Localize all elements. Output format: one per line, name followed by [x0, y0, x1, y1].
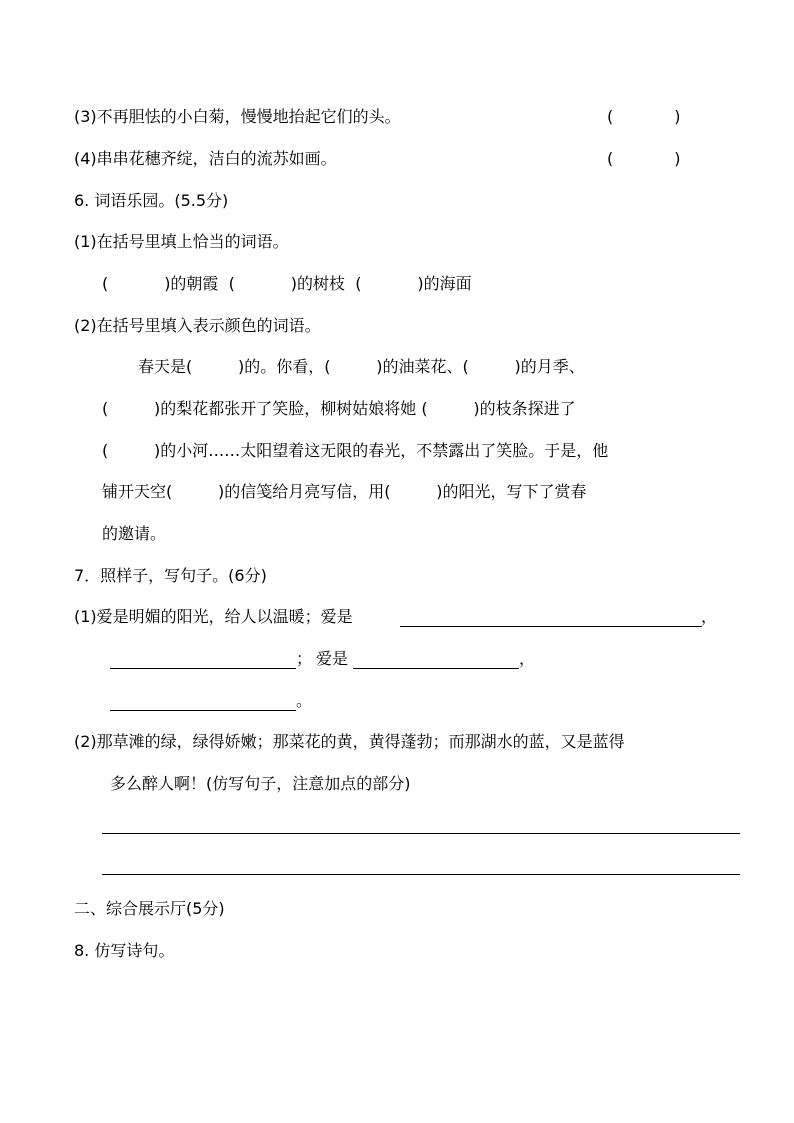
q7-part1-blank-1[interactable] [400, 626, 702, 627]
q7-part1-comma-1: ， [701, 607, 718, 626]
q5-item-3-answer-paren[interactable]: ( ) [607, 107, 681, 126]
q7-part1-blank-4[interactable] [110, 710, 296, 711]
q8-title: 8. 仿写诗句。 [74, 941, 175, 960]
q7-part2-answer-line-1[interactable] [102, 833, 740, 834]
q6-passage-line-4[interactable]: 铺开天空( )的信笺给月亮写信，用( )的阳光，写下了赏春 [102, 482, 587, 501]
q7-part1-period: 。 [296, 691, 313, 710]
q6-part2-prompt: (2)在括号里填入表示颜色的词语。 [74, 316, 321, 335]
q7-part2-answer-line-2[interactable] [102, 874, 740, 875]
q7-part1-comma-2: ， [519, 649, 536, 668]
section-2-title: 二、综合展示厅(5分) [74, 899, 225, 918]
q6-part1-prompt: (1)在括号里填上恰当的词语。 [74, 232, 289, 251]
q6-part1-blanks[interactable]: ( )的朝霞 ( )的树枝 ( )的海面 [102, 274, 472, 293]
q7-part1-mid: 爱是 [316, 649, 349, 668]
q7-part2-line-2: 多么醉人啊！(仿写句子，注意加点的部分) [110, 774, 411, 793]
q7-title: 7．照样子，写句子。(6分) [74, 566, 267, 585]
q7-part2-line-1: (2)那草滩的绿，绿得娇嫩；那菜花的黄，黄得蓬勃；而那湖水的蓝，又是蓝得 [74, 732, 625, 751]
q6-passage-line-1[interactable]: 春天是( )的。你看，( )的油菜花、( )的月季、 [138, 357, 585, 376]
q6-passage-line-2[interactable]: ( )的梨花都张开了笑脸，柳树姑娘将她 ( )的枝条探进了 [102, 399, 576, 418]
q7-part1-semicolon: ； [296, 649, 313, 668]
q6-title: 6. 词语乐园。(5.5分) [74, 191, 229, 210]
q7-part1-blank-2[interactable] [110, 668, 296, 669]
q5-item-4: (4)串串花穗齐绽，洁白的流苏如画。 [74, 149, 337, 168]
q7-part1-text: (1)爱是明媚的阳光，给人以温暖；爱是 [74, 607, 353, 626]
q7-part1-blank-3[interactable] [353, 668, 519, 669]
q5-item-3: (3)不再胆怯的小白菊，慢慢地抬起它们的头。 [74, 107, 401, 126]
q5-item-4-answer-paren[interactable]: ( ) [607, 149, 681, 168]
q6-passage-line-5: 的邀请。 [102, 524, 167, 543]
q6-passage-line-3[interactable]: ( )的小河……太阳望着这无限的春光，不禁露出了笑脸。于是，他 [102, 441, 609, 460]
